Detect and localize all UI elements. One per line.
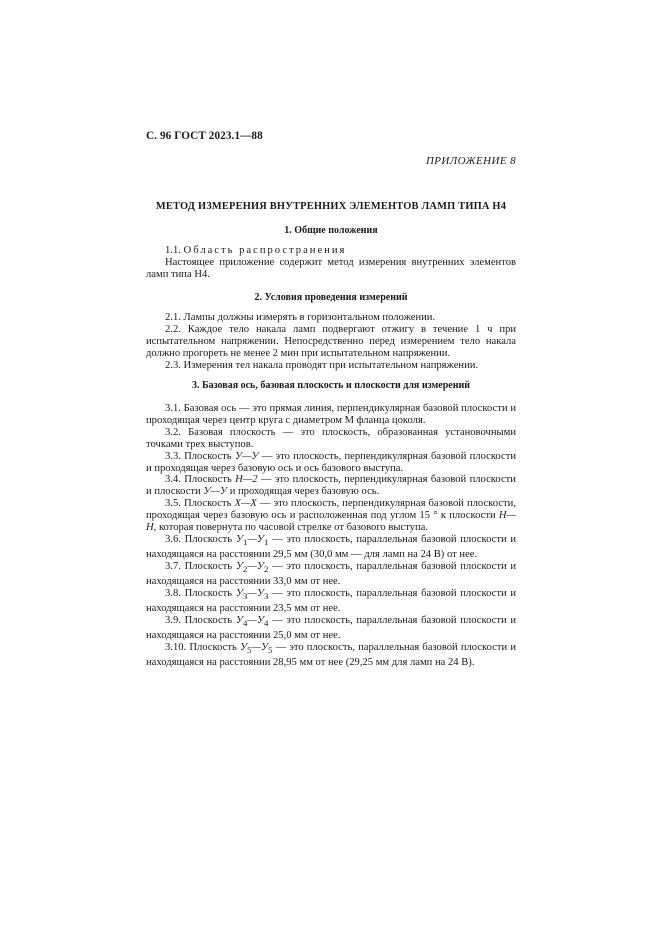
paragraph-text: — это плоскость, перпендикулярная базовой плоскости, проходящая через базовую ось и расположенная под углом 15 ° к плоскости bbox=[146, 498, 516, 522]
paragraph-number: 3.3. bbox=[165, 450, 181, 462]
paragraph-text: Плоскость bbox=[184, 450, 235, 462]
paragraph-text: и проходящая через базовую ось. bbox=[227, 486, 380, 498]
paragraph-text: Плоскость bbox=[184, 533, 236, 545]
paragraph-3-2 bbox=[146, 427, 516, 451]
paragraph-number: 3.2. bbox=[165, 426, 181, 438]
section-2-heading: 2. Условия проведения измерений bbox=[254, 292, 408, 303]
paragraph-text: Плоскость bbox=[183, 498, 235, 510]
paragraph-number: 2.2. bbox=[165, 323, 181, 335]
paragraph-text: Плоскость bbox=[184, 474, 236, 486]
paragraph-text: Плоскость bbox=[184, 614, 236, 626]
paragraph-3-4 bbox=[146, 474, 516, 498]
subscript: 2 bbox=[242, 564, 248, 574]
plane-symbol: —У bbox=[247, 533, 264, 545]
paragraph-1-1-text: Настоящее приложение содержит метод измерения внутренних элементов ламп типа Н4. bbox=[146, 256, 516, 280]
paragraph-1-1 bbox=[146, 245, 516, 257]
paragraph-number: 3.7. bbox=[165, 560, 181, 572]
subscript: 2 bbox=[263, 564, 269, 574]
paragraph-text: Базовая ось — это прямая линия, перпендикулярная базовой плоскости и проходящая через центр круга с диаметром М фланца цоколя. bbox=[146, 403, 516, 426]
paragraph-number: 2.1. bbox=[165, 312, 181, 323]
paragraph-2-1 bbox=[146, 312, 516, 324]
paragraph-2-3 bbox=[146, 360, 516, 372]
paragraph-text: Плоскость bbox=[189, 641, 240, 653]
subscript: 5 bbox=[268, 644, 273, 655]
paragraph-text: , которая повернута по часовой стрелке от базового выступа. bbox=[153, 522, 429, 534]
paragraph-3-1 bbox=[146, 403, 516, 427]
paragraph-text: Лампы должны измерять в горизонтальном положении. bbox=[183, 312, 436, 323]
subsection-lead: Область распространения bbox=[183, 245, 347, 256]
subscript: 3 bbox=[263, 590, 269, 601]
plane-symbol: —У bbox=[247, 560, 264, 572]
paragraph-number: 1.1. bbox=[165, 245, 181, 256]
paragraph-3-8 bbox=[146, 588, 516, 615]
paragraph-text: — это плоскость, параллельная базовой плоскости и находящаяся на расстоянии 28,95 мм от нее (29,25 мм для ламп на 24 В). bbox=[146, 641, 517, 668]
subscript: 3 bbox=[242, 590, 248, 601]
paragraph-2-2 bbox=[146, 324, 516, 360]
plane-symbol: —У bbox=[247, 614, 264, 626]
document-title: МЕТОД ИЗМЕРЕНИЯ ВНУТРЕННИХ ЭЛЕМЕНТОВ ЛАМП ТИПА Н4 bbox=[155, 201, 507, 212]
section-2-body bbox=[146, 312, 516, 372]
plane-symbol: —У bbox=[247, 587, 264, 599]
paragraph-text: Плоскость bbox=[184, 560, 236, 572]
paragraph-text: — это плоскость, параллельная базовой плоскости и находящаяся на расстоянии 23,5 мм от нее. bbox=[146, 587, 516, 614]
paragraph-3-7 bbox=[146, 561, 516, 588]
plane-symbol: У bbox=[239, 641, 248, 653]
paragraph-text: Каждое тело накала ламп подвергают отжигу в течение 1 ч при испытательном напряжении. Непосредственно перед измерением тело накала должно прогореть не менее 2 мин при испытательном напряжении. bbox=[146, 323, 516, 359]
subscript: 5 bbox=[247, 644, 252, 655]
plane-symbol: У bbox=[235, 587, 243, 599]
document-page bbox=[146, 0, 516, 936]
plane-symbol: Н—2 bbox=[235, 474, 258, 486]
paragraph-text: Измерения тел накала проводят при испытательном напряжении. bbox=[183, 359, 479, 371]
paragraph-text: Плоскость bbox=[184, 587, 236, 599]
paragraph-number: 3.4. bbox=[165, 474, 181, 486]
plane-symbol: Н—Н bbox=[146, 510, 516, 534]
paragraph-number: 2.3. bbox=[165, 359, 181, 371]
plane-symbol: У bbox=[235, 614, 243, 626]
paragraph-3-10 bbox=[146, 642, 516, 669]
subscript: 1 bbox=[242, 537, 248, 548]
paragraph-3-6 bbox=[146, 534, 516, 561]
paragraph-3-3 bbox=[146, 451, 516, 475]
subscript: 4 bbox=[242, 617, 248, 628]
paragraph-3-5 bbox=[146, 498, 516, 534]
section-1-body bbox=[146, 245, 516, 281]
subscript: 1 bbox=[263, 537, 269, 548]
plane-symbol: Х—Х bbox=[234, 498, 257, 510]
section-3-heading: 3. Базовая ось, базовая плоскость и плоскости для измерений bbox=[191, 380, 471, 391]
page-header: С. 96 ГОСТ 2023.1—88 bbox=[146, 130, 263, 142]
paragraph-number: 3.10. bbox=[165, 641, 187, 653]
paragraph-text: — это плоскость, перпендикулярная базовой плоскости и проходящая через базовую ось и ось базового выступа. bbox=[146, 450, 516, 474]
plane-symbol: У bbox=[235, 560, 243, 572]
plane-symbol: У bbox=[235, 533, 243, 545]
paragraph-number: 3.5. bbox=[165, 498, 181, 510]
plane-symbol: У—У bbox=[203, 486, 228, 498]
plane-symbol: У—У bbox=[234, 450, 259, 462]
subscript: 4 bbox=[263, 617, 269, 628]
plane-symbol: —У bbox=[251, 641, 269, 653]
section-3-body bbox=[146, 403, 516, 669]
paragraph-text: — это плоскость, параллельная базовой плоскости и находящаяся на расстоянии 33,0 мм от нее. bbox=[146, 560, 516, 587]
section-1-heading: 1. Общие положения bbox=[284, 225, 378, 236]
paragraph-text: — это плоскость, перпендикулярная базовой плоскости и плоскости bbox=[146, 474, 516, 498]
paragraph-text: — это плоскость, параллельная базовой плоскости и находящаяся на расстоянии 25,0 мм от нее. bbox=[146, 614, 516, 641]
paragraph-number: 3.1. bbox=[165, 403, 181, 414]
paragraph-text: — это плоскость, параллельная базовой плоскости и находящаяся на расстоянии 29,5 мм (30,0 мм — для ламп на 24 В) от нее. bbox=[146, 533, 516, 560]
paragraph-number: 3.6. bbox=[165, 533, 181, 545]
paragraph-number: 3.8. bbox=[165, 587, 181, 599]
appendix-label: ПРИЛОЖЕНИЕ 8 bbox=[425, 155, 516, 167]
paragraph-text: Базовая плоскость — это плоскость, образованная установочными точками трех выступов. bbox=[146, 426, 516, 450]
paragraph-3-9 bbox=[146, 615, 516, 642]
paragraph-number: 3.9. bbox=[165, 614, 181, 626]
